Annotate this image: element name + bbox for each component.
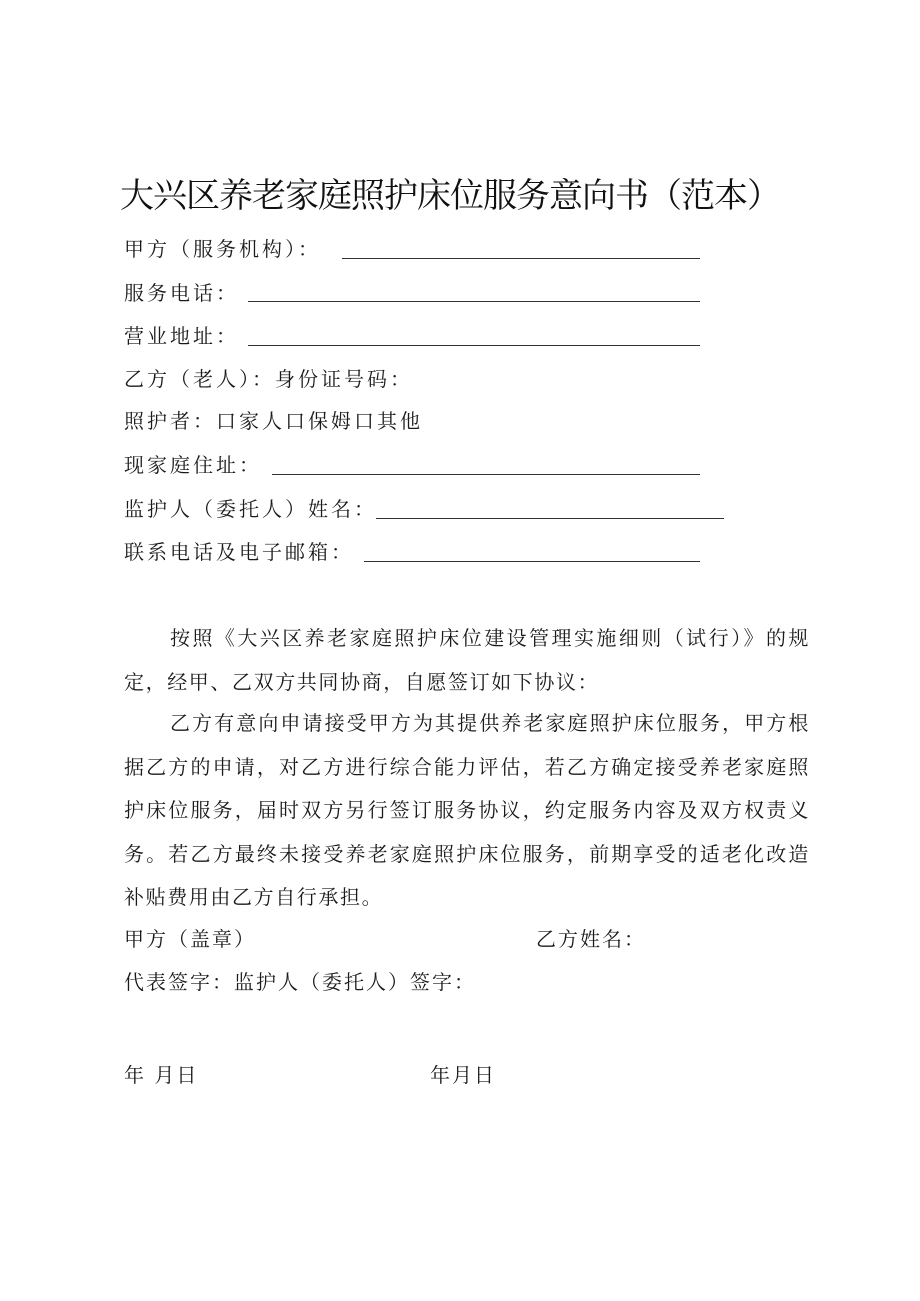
contact-underline bbox=[364, 561, 700, 562]
contact-label: 联系电话及电子邮箱： bbox=[124, 540, 354, 564]
party-a-seal-label: 甲方（盖章） bbox=[124, 927, 256, 951]
party-b-label: 乙方（老人）：身份证号码： bbox=[124, 367, 413, 391]
business-address-underline bbox=[248, 345, 700, 346]
guardian-name-underline bbox=[376, 518, 724, 519]
party-a-label: 甲方（服务机构）： bbox=[124, 237, 321, 261]
caregiver-options: 照护者：口家人口保姆口其他 bbox=[124, 409, 423, 433]
home-address-underline bbox=[272, 474, 700, 475]
service-phone-underline bbox=[248, 301, 700, 302]
date-left: 年 月日 bbox=[124, 1063, 199, 1087]
party-a-underline bbox=[342, 258, 700, 259]
document-title: 大兴区养老家庭照护床位服务意向书（范本） bbox=[120, 176, 780, 216]
paragraph-regulation: 按照《大兴区养老家庭照护床位建设管理实施细则（试行）》的规定，经甲、乙双方共同协商，自愿签订如下协议： bbox=[124, 626, 810, 694]
paragraph-agreement: 乙方有意向申请接受甲方为其提供养老家庭照护床位服务，甲方根据乙方的申请，对乙方进行综合能力评估，若乙方确定接受养老家庭照护床位服务，届时双方另行签订服务协议，约定服务内容及双方权责义务。若乙方最终未接受养老家庭照护床位服务，前期享受的适老化改造补贴费用由乙方自行承担。 bbox=[124, 711, 810, 909]
business-address-label: 营业地址： bbox=[124, 324, 239, 348]
service-phone-label: 服务电话： bbox=[124, 281, 239, 305]
guardian-name-label: 监护人（委托人）姓名： bbox=[124, 497, 377, 521]
home-address-label: 现家庭住址： bbox=[124, 453, 262, 477]
date-right: 年月日 bbox=[430, 1063, 496, 1087]
party-b-name-label: 乙方姓名： bbox=[536, 927, 646, 951]
signature-line: 代表签字：监护人（委托人）签字： bbox=[124, 970, 476, 994]
